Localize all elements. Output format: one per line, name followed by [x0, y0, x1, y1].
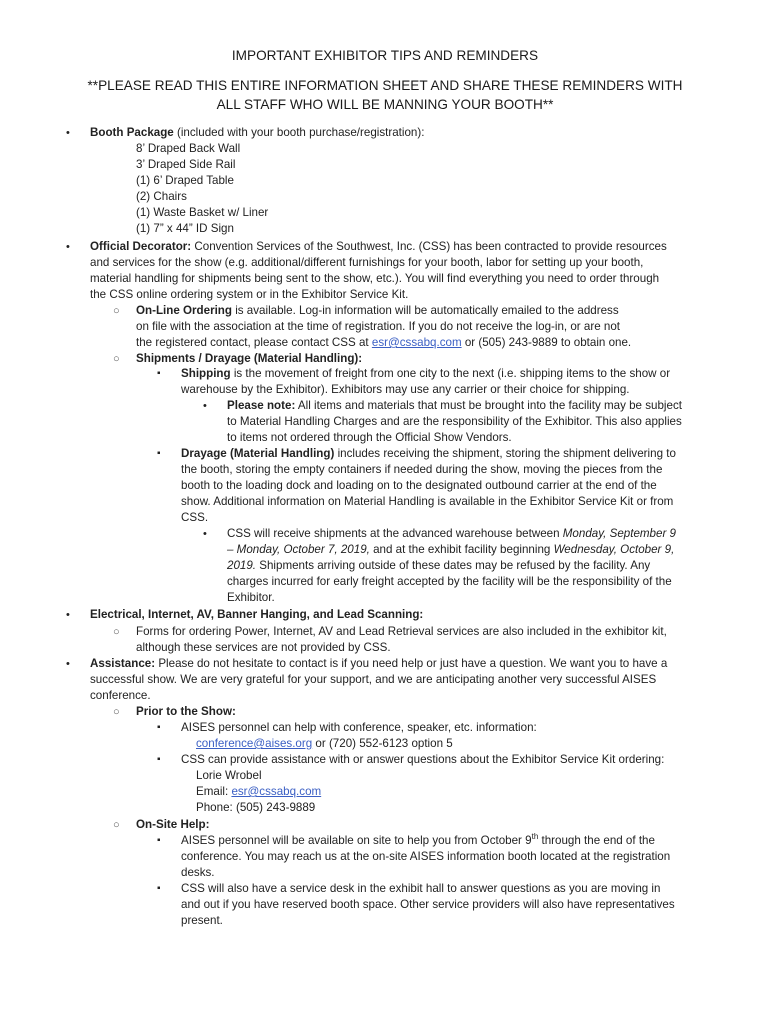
bullet-icon: • — [66, 609, 70, 621]
prior-heading — [136, 704, 236, 720]
electrical-line: although these services are not provided by CSS. — [136, 641, 391, 654]
email-label: Email: — [196, 785, 232, 798]
drayage-line — [181, 446, 676, 462]
assistance-line — [90, 656, 730, 672]
bullet-icon: • — [203, 528, 207, 540]
css-contact-name: Lorie Wrobel — [196, 769, 262, 782]
square-bullet-icon: ▪ — [157, 448, 161, 459]
booth-package-heading — [90, 125, 730, 141]
note-text: All items and materials that must be brought into the facility may be subject — [295, 399, 682, 412]
decorator-line: and services for the show (e.g. additional/different furnishings for your booth, labor for setting up your booth, — [90, 256, 644, 269]
css-contact-line: CSS can provide assistance with or answer questions about the Exhibitor Service Kit ordering: — [181, 753, 665, 766]
online-ordering-line: on file with the association at the time of registration. If you do not receive the log-in, or are not — [136, 320, 620, 333]
booth-package-item: 3’ Draped Side Rail — [136, 158, 236, 171]
bullet-icon: • — [66, 127, 70, 139]
warehouse-date: 2019. — [227, 559, 257, 572]
warehouse-text: and at the exhibit facility beginning — [369, 543, 554, 556]
warehouse-date: Monday, September 9 — [562, 527, 676, 540]
onsite-line — [181, 833, 655, 849]
online-ordering-text: the registered contact, please contact CSS at — [136, 336, 372, 349]
onsite-heading — [136, 817, 209, 833]
warehouse-line — [227, 542, 674, 558]
warehouse-line: Exhibitor. — [227, 591, 275, 604]
document-title: IMPORTANT EXHIBITOR TIPS AND REMINDERS — [231, 48, 539, 63]
booth-package-item: (1) Waste Basket w/ Liner — [136, 206, 269, 219]
warehouse-date: Wednesday, October 9, — [553, 543, 675, 556]
drayage-text: includes receiving the shipment, storing the shipment delivering to — [334, 447, 676, 460]
onsite-line: present. — [181, 914, 223, 927]
assistance-text: Please do not hesitate to contact is if you need help or just have a question. We want you to have a — [155, 657, 668, 670]
warehouse-line: charges incurred for early freight accepted by the facility will be the responsibility of the — [227, 575, 672, 588]
ordinal-suffix: th — [531, 832, 539, 842]
electrical-heading — [90, 607, 730, 623]
square-bullet-icon: ▪ — [157, 754, 161, 765]
online-ordering-label: On-Line Ordering — [136, 304, 232, 317]
online-ordering-line — [136, 335, 631, 351]
decorator-line: the CSS online ordering system or in the Exhibitor Service Kit. — [90, 288, 409, 301]
circle-bullet-icon: ○ — [113, 819, 120, 831]
drayage-line: CSS. — [181, 511, 209, 524]
shipping-line — [181, 366, 670, 382]
onsite-line: CSS will also have a service desk in the exhibit hall to answer questions as you are moving in — [181, 882, 661, 895]
document-subtitle-line-1: **PLEASE READ THIS ENTIRE INFORMATION SHEET AND SHARE THESE REMINDERS WITH — [87, 78, 683, 93]
aises-contact-line: AISES personnel can help with conference, speaker, etc. information: — [181, 721, 537, 734]
circle-bullet-icon: ○ — [113, 706, 120, 718]
shipments-label: Shipments / Drayage (Material Handling): — [136, 352, 363, 365]
onsite-text: through the end of the — [538, 834, 655, 847]
circle-bullet-icon: ○ — [113, 353, 120, 365]
note-line: to items not ordered through the Official Show Vendors. — [227, 431, 512, 444]
square-bullet-icon: ▪ — [157, 883, 161, 894]
electrical-label: Electrical, Internet, AV, Banner Hanging, and Lead Scanning: — [90, 608, 424, 621]
css-contact-phone: Phone: (505) 243-9889 — [196, 801, 316, 814]
bullet-icon: • — [66, 658, 70, 670]
bullet-icon: • — [203, 400, 207, 412]
onsite-text: AISES personnel will be available on site to help you from October 9 — [181, 834, 532, 847]
onsite-line: desks. — [181, 866, 215, 879]
booth-package-item: (1) 6’ Draped Table — [136, 174, 234, 187]
css-email-link[interactable]: esr@cssabq.com — [231, 785, 322, 798]
onsite-line: conference. You may reach us at the on-site AISES information booth located at the registration — [181, 850, 671, 863]
note-line: to Material Handling Charges and are the responsibility of the Exhibitor. This also applies — [227, 415, 682, 428]
booth-package-label: Booth Package — [90, 126, 174, 139]
aises-contact-details — [196, 736, 453, 752]
decorator-label: Official Decorator: — [90, 240, 192, 253]
circle-bullet-icon: ○ — [113, 626, 120, 638]
square-bullet-icon: ▪ — [157, 835, 161, 846]
online-ordering-line — [136, 303, 619, 319]
aises-phone: or (720) 552-6123 option 5 — [312, 737, 453, 750]
decorator-text: Convention Services of the Southwest, Inc. (CSS) has been contracted to provide resources — [191, 240, 667, 253]
shipping-text: is the movement of freight from one city to the next (i.e. shipping items to the show or — [230, 367, 671, 380]
prior-label: Prior to the Show: — [136, 705, 236, 718]
warehouse-text: Shipments arriving outside of these dates may be refused by the facility. Any — [256, 559, 651, 572]
square-bullet-icon: ▪ — [157, 722, 161, 733]
note-line — [227, 398, 682, 414]
shipping-label: Shipping — [181, 367, 231, 380]
online-ordering-text: or (505) 243-9889 to obtain one. — [461, 336, 632, 349]
assistance-line: conference. — [90, 689, 151, 702]
onsite-label: On-Site Help: — [136, 818, 210, 831]
document-subtitle-line-2: ALL STAFF WHO WILL BE MANNING YOUR BOOTH** — [216, 97, 554, 112]
decorator-line: material handling for shipments being sent to the show, etc.). You will find everything you need to order through — [90, 272, 660, 285]
aises-email-link[interactable]: conference@aises.org — [196, 737, 313, 750]
assistance-label: Assistance: — [90, 657, 156, 670]
drayage-line: show. Additional information on Material Handling is available in the Exhibitor Service Kit or from — [181, 495, 674, 508]
warehouse-text: CSS will receive shipments at the advanced warehouse between — [227, 527, 563, 540]
booth-package-item: (1) 7” x 44” ID Sign — [136, 222, 234, 235]
online-ordering-text: is available. Log-in information will be automatically emailed to the address — [231, 304, 619, 317]
square-bullet-icon: ▪ — [157, 368, 161, 379]
bullet-icon: • — [66, 241, 70, 253]
warehouse-line — [227, 558, 650, 574]
drayage-line: the booth, storing the empty containers if needed during the show, moving the pieces from the — [181, 463, 663, 476]
onsite-line: and out if you have reserved booth space. Other service providers will also have representatives — [181, 898, 675, 911]
circle-bullet-icon: ○ — [113, 305, 120, 317]
note-label: Please note: — [227, 399, 296, 412]
booth-package-intro: (included with your booth purchase/registration): — [173, 126, 425, 139]
booth-package-item: (2) Chairs — [136, 190, 187, 203]
warehouse-date: – Monday, October 7, 2019, — [227, 543, 370, 556]
decorator-line — [90, 239, 730, 255]
css-email-link[interactable]: esr@cssabq.com — [371, 336, 462, 349]
css-contact-email — [196, 784, 321, 800]
shipments-heading — [136, 351, 362, 367]
drayage-line: booth to the loading dock and loading on to the designated outbound carrier at the end of the — [181, 479, 657, 492]
drayage-label: Drayage (Material Handling) — [181, 447, 335, 460]
electrical-line: Forms for ordering Power, Internet, AV and Lead Retrieval services are also included in the exhibitor kit, — [136, 625, 667, 638]
warehouse-line — [227, 526, 676, 542]
shipping-line: warehouse by the Exhibitor). Exhibitors may use any carrier or their choice for shipping. — [181, 383, 630, 396]
assistance-line: successful show. We are very grateful for your support, and we are anticipating another very successful AISES — [90, 673, 657, 686]
booth-package-item: 8’ Draped Back Wall — [136, 142, 241, 155]
